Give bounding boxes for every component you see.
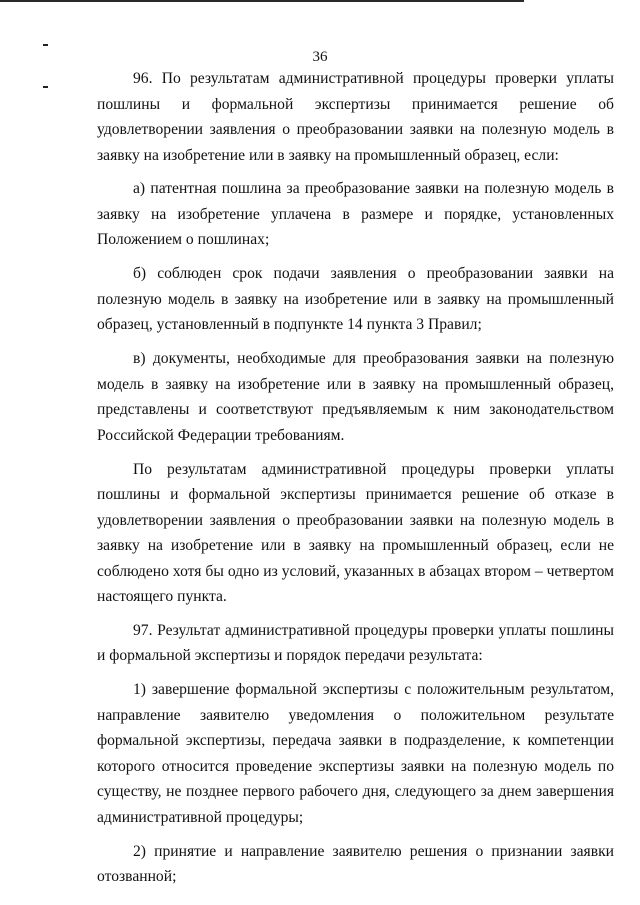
paragraph-item-b: б) соблюден срок подачи заявления о преобразовании заявки на полезную модель в заявку на изобретение или в заявку на промышленный образец, установленный в подпункте 14 пункта 3 Правил; (97, 265, 614, 334)
page-number: 36 (312, 49, 328, 65)
paragraph-96-intro: 96. По результатам административной процедуры проверки уплаты пошлины и формальной экспертизы принимается решение об удовлетворении заявления о преобразовании заявки на полезную модель в заявку на изобретение или в заявку на промышленный образец, если: (97, 70, 614, 164)
paragraph-item-2: 2) принятие и направление заявителю решения о признании заявки отозванной; (97, 842, 614, 886)
paragraph-refusal: По результатам административной процедуры проверки уплаты пошлины и формальной экспертизы принимается решение об отказе в удовлетворении заявления о преобразовании заявки на полезную модель в заявку на изобретение или в заявку на промышленный образец, если не соблюдено хотя бы одно из условий, указанных в абзацах втором – четвертом настоящего пункта. (97, 460, 614, 606)
paragraph-97-intro: 97. Результат административной процедуры проверки уплаты пошлины и формальной экспертизы и порядок передачи результата: (97, 621, 614, 665)
scan-margin-mark (43, 86, 48, 88)
paragraph-item-1: 1) завершение формальной экспертизы с положительным результатом, направление заявителю уведомления о положительном результате формальной экспертизы, передача заявки в подразделение, к компетенции которого относится проведение экспертизы заявки на полезную модель по существу, не позднее первого рабочего дня, следующего за днем завершения административной процедуры; (97, 681, 614, 826)
paragraph-item-a: а) патентная пошлина за преобразование заявки на полезную модель в заявку на изобретение уплачена в размере и порядке, установленных Положением о пошлинах; (97, 180, 614, 249)
scan-top-edge-line (0, 0, 524, 2)
paragraph-item-v: в) документы, необходимые для преобразования заявки на полезную модель в заявку на изобретение или в заявку на промышленный образец, представлены и соответствуют предъявляемым к ним законодательством Российской Федерации требованиям. (97, 350, 614, 444)
document-body (97, 66, 614, 898)
scan-margin-mark (43, 44, 48, 46)
